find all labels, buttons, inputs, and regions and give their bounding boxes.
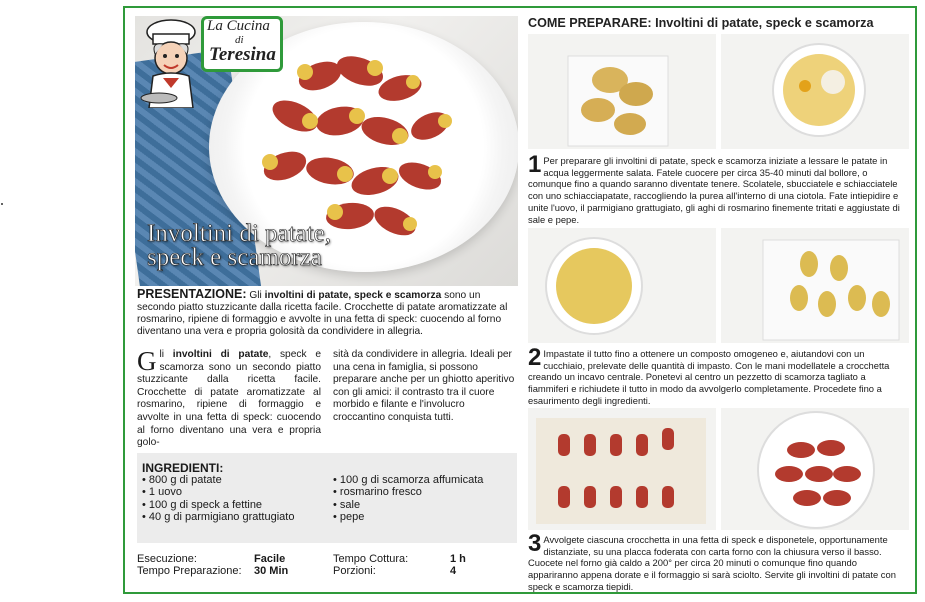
ingredient-item: • 100 g di scamorza affumicata xyxy=(333,474,483,486)
step-number: 2 xyxy=(528,344,542,371)
cottura-value: 1 h xyxy=(450,553,466,565)
step3-photo-plate xyxy=(721,408,909,530)
ingredient-item: • rosmarino fresco xyxy=(333,486,483,498)
intro-col-1 xyxy=(137,346,321,450)
step-text: Per preparare gli involtini di patate, speck e scamorza iniziate a lessare le patate in acqua leggermente salata. Fatele cuocere per circa 35-40 minuti dal bollore, o comunque fino a quando saranno diventate tenere. Scolatele, sbucciatele e schiacciatele con uno schiacciapatate, raccogliendo la purea all'interno di una ciotola. Fate intiepidire e unite l'uovo, il parmigiano grattugiato, gli aghi di rosmarino finemente tritati e aggiustate di sale e pepe. xyxy=(528,155,900,225)
step-1 xyxy=(528,151,908,225)
step2-photo-dough xyxy=(528,228,716,343)
recipe-page xyxy=(123,6,917,594)
step-number: 1 xyxy=(528,151,542,178)
ingredient-item: • 40 g di parmigiano grattugiato xyxy=(142,511,294,523)
cottura-label: Tempo Cottura: xyxy=(333,553,409,565)
preparation-column xyxy=(528,8,913,594)
intro-col2-text: sità da condividere in allegria. Ideali per una cena in famiglia, si possono preparare anche per un ghiotto aperitivo con gli amici: il contrasto tra il cuore morbido e filante e l'involucro croccantino conquista tutti. xyxy=(333,349,515,423)
hero-title xyxy=(147,222,331,270)
presentazione-bold: involtini di patate, speck e scamorza xyxy=(264,290,442,301)
step3-photo-tray xyxy=(528,408,716,530)
esecuzione-value: Facile xyxy=(254,553,286,565)
preparazione-label: Tempo Preparazione: xyxy=(137,565,242,577)
ingredient-item: • 800 g di patate xyxy=(142,474,294,486)
porzioni-value: 4 xyxy=(450,565,457,577)
step1-photo-bowl xyxy=(721,34,909,149)
ingredients-list-right xyxy=(333,474,483,524)
logo-line3: Teresina xyxy=(209,44,276,65)
come-preparare-title: COME PREPARARE: Involtini di patate, speck e scamorza xyxy=(528,16,874,30)
porzioni-label: Porzioni: xyxy=(333,565,376,577)
intro-col-2 xyxy=(333,349,517,425)
step-3 xyxy=(528,530,908,593)
hero-title-line1: Involtini di patate, xyxy=(147,220,331,247)
ingredient-item: • 1 uovo xyxy=(142,486,294,498)
hero-title-line2: speck e scamorza xyxy=(147,244,322,271)
logo-line2: di xyxy=(235,34,244,46)
presentazione-text: sono un secondo piatto stuzzicante dalla ricetta facile. Crocchette di patate aromatizzate al rosmarino, ripiene di formaggio e avvolte in una fetta di speck: cuocendo al forno diventano una vera e propria golosità da condividere in allegria. xyxy=(137,290,508,337)
ingredients-box xyxy=(137,453,517,543)
ingredients-heading: INGREDIENTI: xyxy=(142,461,224,475)
step-number: 3 xyxy=(528,530,542,557)
ingredient-item: • pepe xyxy=(333,511,483,523)
intro-col1-bold: involtini di patate xyxy=(172,349,269,360)
step1-photo-potatoes xyxy=(528,34,716,149)
ingredient-item: • 100 g di speck a fettine xyxy=(142,499,294,511)
stray-dot xyxy=(1,203,3,205)
presentazione-pre: Gli xyxy=(246,290,265,301)
step2-photo-croquettes xyxy=(721,228,909,343)
preparazione-value: 30 Min xyxy=(254,565,289,577)
chef-mascot-icon xyxy=(133,18,209,108)
presentazione-paragraph xyxy=(137,288,517,338)
step-text: Impastate il tutto fino a ottenere un composto omogeneo e, aiutandovi con un cucchiaio, prelevate delle quantità di impasto. Con le mani modellatele a crocchetta creando un incavo centrale. Ponetevi al centro un pezzetto di scamorza tagliato a fiammiferi e richiudete il tutto in modo da avvolgerlo completamente. Procedete fino a esaurimento degli ingredienti. xyxy=(528,348,890,406)
intro-col1-b: , speck e scamorza sono un secondo piatto stuzzicante dalla ricetta facile. Crocchette di patate aromatizzate al rosmarino, ripiene di formaggio e avvolte in una fetta di speck: cuocendo al forno diventano una vera e propria golo- xyxy=(137,349,321,449)
logo xyxy=(127,10,287,110)
step-text: Avvolgete ciascuna crocchetta in una fetta di speck e disponetele, opportunamente distanziate, su una placca foderata con carta forno con la chiusura verso il basso. Cuocete nel forno già caldo a 200° per circa 20 minuti o comunque fino quando appariranno appena dorate e il formaggio si sarà sciolto. Servite gli involtini di patate con speck e scamorza tiepidi. xyxy=(528,534,896,592)
ingredients-list-left xyxy=(142,474,294,524)
drop-cap: G xyxy=(137,346,157,376)
logo-line1: La Cucina xyxy=(207,18,270,34)
ingredient-item: • sale xyxy=(333,499,483,511)
intro-col1-a: li xyxy=(159,349,173,360)
presentazione-label: PRESENTAZIONE: xyxy=(137,287,247,301)
step-2 xyxy=(528,344,908,407)
esecuzione-label: Esecuzione: xyxy=(137,553,197,565)
